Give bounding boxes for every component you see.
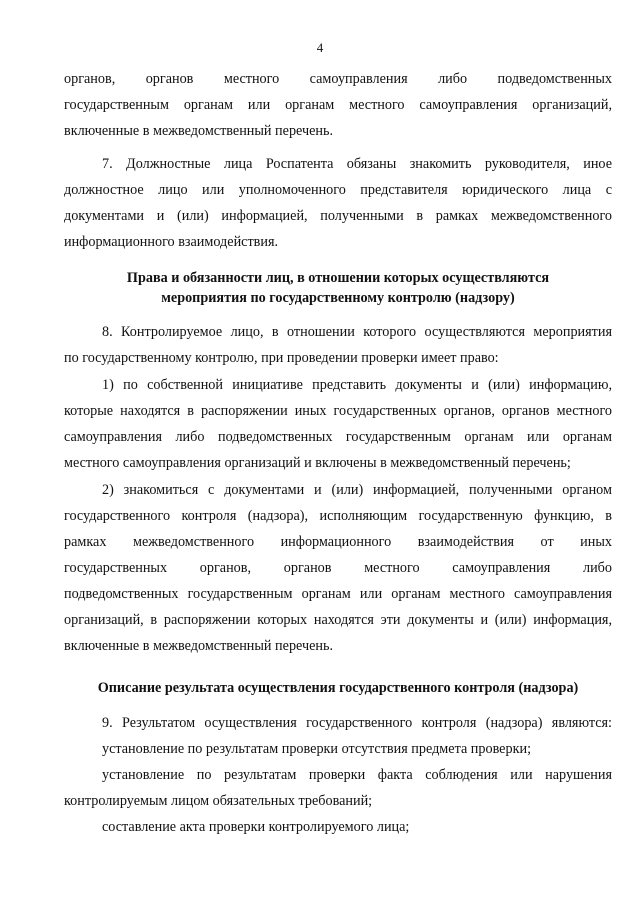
text-line: документами и (или) информацией, полученными в рамках межведомственного [64,208,612,224]
text-line: 1) по собственной инициативе представить документы и (или) информацию, [102,377,612,393]
text-line: 2) знакомиться с документами и (или) информацией, полученными органом [102,482,612,498]
paragraph-7 [64,151,612,255]
text-line: рамках межведомственного информационного взаимодействия от иных [64,534,612,550]
list-item-2 [64,477,612,659]
text-line: органов, органов местного самоуправления либо подведомственных [64,71,612,87]
text-line: самоуправления либо подведомственных государственным органам или органам [64,429,612,445]
heading-line: мероприятия по государственному контролю (надзору) [161,290,515,306]
list-item-1 [64,372,612,476]
text-line: по государственному контролю, при проведении проверки имеет право: [64,350,499,366]
text-line: местного самоуправления организаций и включены в межведомственный перечень; [64,455,571,471]
paragraph-8 [64,319,612,371]
section-heading-rights [64,268,612,308]
text-line: включенные в межведомственный перечень. [64,638,334,654]
text-line: установление по результатам проверки факта соблюдения или нарушения [102,767,612,783]
heading-line: Описание результата осуществления государственного контроля (надзора) [97,680,579,696]
paragraph-continuation [64,66,612,144]
text-line: должностное лицо или уполномоченного представителя юридического лица с [64,182,612,198]
heading-line: Права и обязанности лиц, в отношении которых осуществляются [126,270,550,286]
section-heading-result [64,677,612,699]
text-line: государственных органов, органов местного самоуправления либо [64,560,612,576]
text-line: 8. Контролируемое лицо, в отношении которого осуществляются мероприятия [102,324,612,340]
text-line: государственного контроля (надзора), исполняющим государственную функцию, в [64,508,612,524]
text-line: контролируемым лицом обязательных требований; [64,793,373,809]
text-line: информационного взаимодействия. [64,234,279,250]
text-line: организаций, в распоряжении которых находятся эти документы и (или) информация, [64,612,612,628]
page-number: 4 [316,40,324,55]
text-line: подведомственных государственным органам или органам местного самоуправления [64,586,612,602]
text-line: которые находятся в распоряжении иных государственных органов, органов местного [64,403,612,419]
text-line: установление по результатам проверки отсутствия предмета проверки; [102,741,532,757]
paragraph-9 [64,710,612,840]
text-line: включенные в межведомственный перечень. [64,123,334,139]
text-line: государственным органам или органам местного самоуправления организаций, [64,97,612,113]
text-line: 7. Должностные лица Роспатента обязаны знакомить руководителя, иное [102,156,612,172]
text-line: 9. Результатом осуществления государственного контроля (надзора) являются: [102,715,612,731]
text-line: составление акта проверки контролируемого лица; [102,819,410,835]
